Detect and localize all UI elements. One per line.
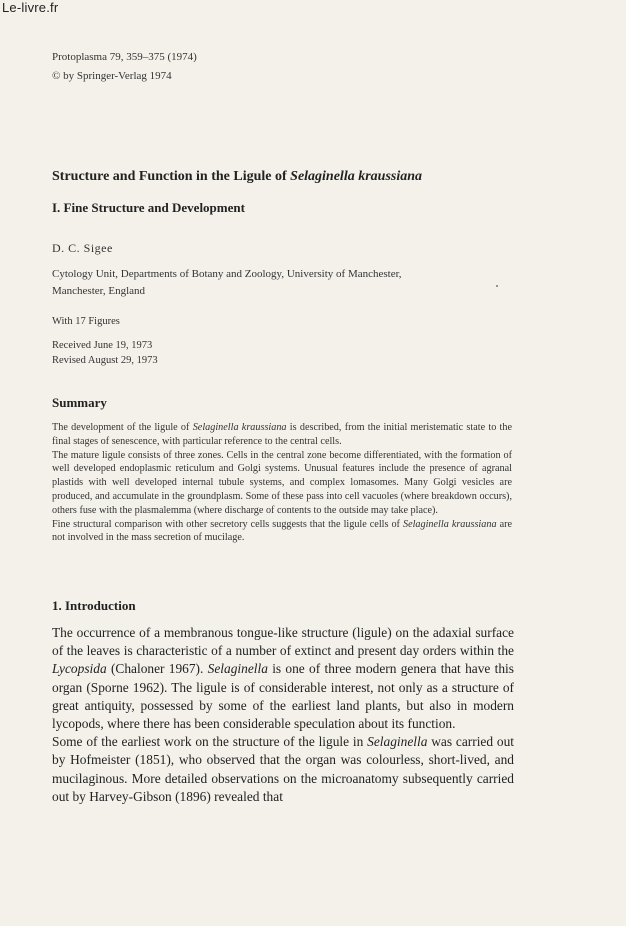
journal-header xyxy=(52,48,197,86)
article-subtitle: I. Fine Structure and Development xyxy=(52,200,245,215)
summary-heading: Summary xyxy=(52,395,107,410)
figure-count: With 17 Figures xyxy=(52,316,120,327)
summary-paragraph-2: The mature ligule consists of three zones. Cells in the central zone become differentiated, with the formation of well developed endoplasmic reticulum and Golgi systems. Unusual features include the presence of agranal plastids with well developed internal tubule systems, and complex lomasomes. Many Golgi vesicles are produced, and accumulate in the groundplasm. Some of these pass into cell vacuoles (where breakdown occurs), others fuse with the plasmalemma (where discharge of contents to the outside may take place). xyxy=(52,449,512,516)
watermark: Le-livre.fr xyxy=(2,0,59,15)
article-title xyxy=(52,169,422,185)
introduction-body xyxy=(52,624,514,806)
summary-paragraph-3: Fine structural comparison with other secretory cells suggests that the ligule cells of Selaginella kraussiana are not involved in the mass secretion of mucilage. xyxy=(52,518,512,544)
introduction-heading: 1. Introduction xyxy=(52,598,136,613)
genus-name: Selaginella xyxy=(207,661,268,677)
species-name: Selaginella kraussiana xyxy=(192,422,287,433)
journal-citation: Protoplasma 79, 359–375 (1974) xyxy=(52,51,197,63)
scan-speck xyxy=(496,285,498,287)
affiliation-line-1: Cytology Unit, Departments of Botany and Zoology, University of Manchester, xyxy=(52,268,402,280)
intro-paragraph-1: The occurrence of a membranous tongue-like structure (ligule) on the adaxial surface of the leaves is characteristic of a number of extinct and present day orders within the Lycopsida (Chaloner 1967). Selaginella is one of three modern genera that have this organ (Sporne 1962). The ligule is of considerable interest, not only as a structure of great antiquity, possessed by some of the earliest land plants, but also in modern lycopods, where there has been considerable speculation about its function. xyxy=(52,625,514,732)
affiliation xyxy=(52,266,402,300)
copyright-line: © by Springer-Verlag 1974 xyxy=(52,70,172,82)
article-dates xyxy=(52,338,158,368)
title-species: Selaginella kraussiana xyxy=(290,169,423,184)
taxon-name: Lycopsida xyxy=(52,661,107,677)
title-text: Structure and Function in the Ligule of xyxy=(52,169,291,184)
summary-paragraph-1: The development of the ligule of Selaginella kraussiana is described, from the initial meristematic state to the final stages of senescence, with particular reference to the central cells. xyxy=(52,422,513,447)
received-date: Received June 19, 1973 xyxy=(52,340,153,351)
genus-name: Selaginella xyxy=(367,734,428,750)
affiliation-line-2: Manchester, England xyxy=(52,285,146,297)
intro-paragraph-2: Some of the earliest work on the structure of the ligule in Selaginella was carried out by Hofmeister (1851), who observed that the organ was colourless, short-lived, and mucilaginous. More detailed observations on the microanatomy subsequently carried out by Harvey-Gibson (1896) revealed that xyxy=(52,734,514,804)
species-name: Selaginella kraussiana xyxy=(402,518,497,530)
author-name: D. C. Sigee xyxy=(52,241,113,255)
summary-body xyxy=(52,421,512,545)
revised-date: Revised August 29, 1973 xyxy=(52,355,158,366)
